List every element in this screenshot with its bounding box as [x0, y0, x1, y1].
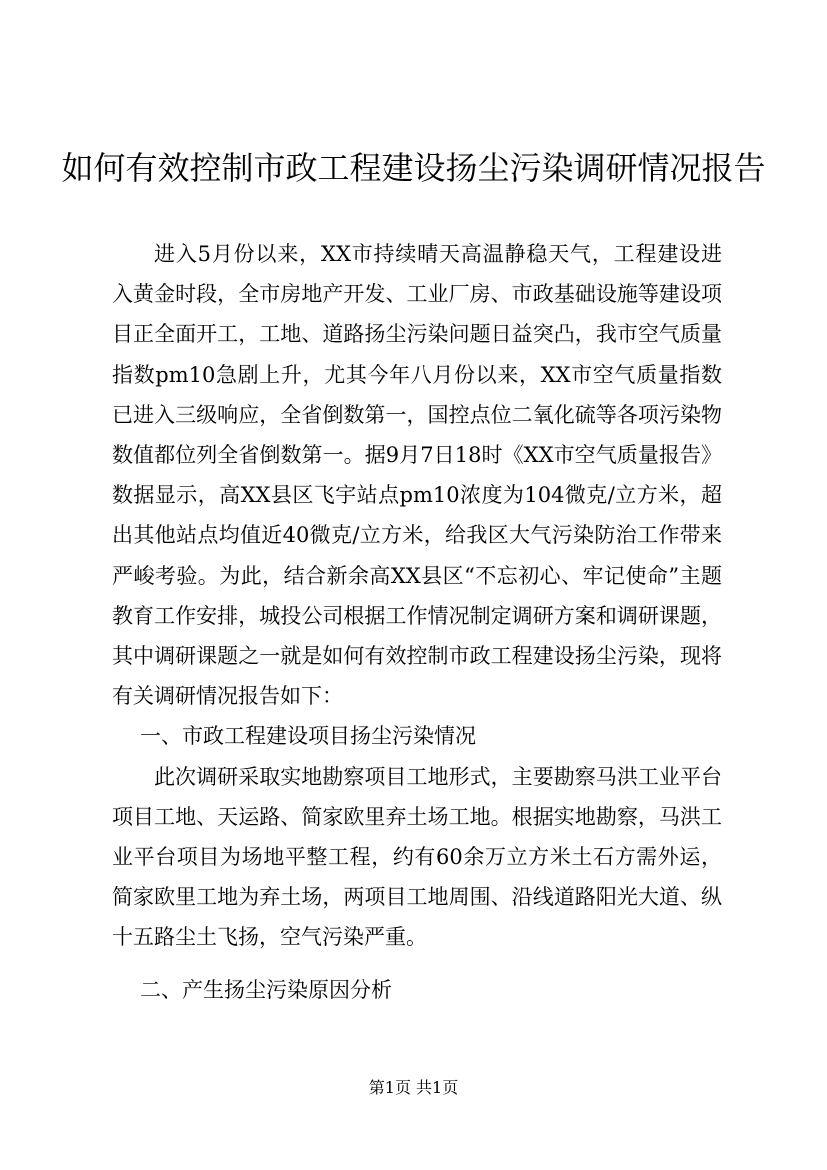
page-footer: 第1页 共1页: [368, 1078, 459, 1097]
document-body: [112, 234, 722, 1010]
section-1-paragraph: 此次调研采取实地勘察项目工地形式，主要勘察马洪工业平台项目工地、天运路、简家欧里弃土场工地。根据实地勘察，马洪工业平台项目为场地平整工程，约有60余万立方米土石方需外运，简家欧里工地为弃土场，两项目工地周围、沿线道路阳光大道、纵十五路尘土飞扬，空气污染严重。: [112, 764, 722, 950]
document-title: 如何有效控制市政工程建设扬尘污染调研情况报告: [61, 149, 766, 187]
section-heading-1: 一、市政工程建设项目扬尘污染情况: [140, 724, 476, 749]
section-heading-2: 二、产生扬尘污染原因分析: [140, 977, 392, 1002]
intro-paragraph: 进入5月份以来，XX市持续晴天高温静稳天气，工程建设进入黄金时段，全市房地产开发、工业厂房、市政基础设施等建设项目正全面开工，工地、道路扬尘污染问题日益突凸，我市空气质量指数pm10急剧上升，尤其今年八月份以来，XX市空气质量指数已进入三级响应，全省倒数第一，国控点位二氧化硫等各项污染物数值都位列全省倒数第一。据9月7日18时《XX市空气质量报告》数据显示，高XX县区飞宇站点pm10浓度为104微克/立方米，超出其他站点均值近40微克/立方米，给我区大气污染防治工作带来严峻考验。为此，结合新余高XX县区“不忘初心、牢记使命”主题教育工作安排，城投公司根据工作情况制定调研方案和调研课题，其中调研课题之一就是如何有效控制市政工程建设扬尘污染，现将有关调研情况报告如下：: [112, 242, 722, 709]
